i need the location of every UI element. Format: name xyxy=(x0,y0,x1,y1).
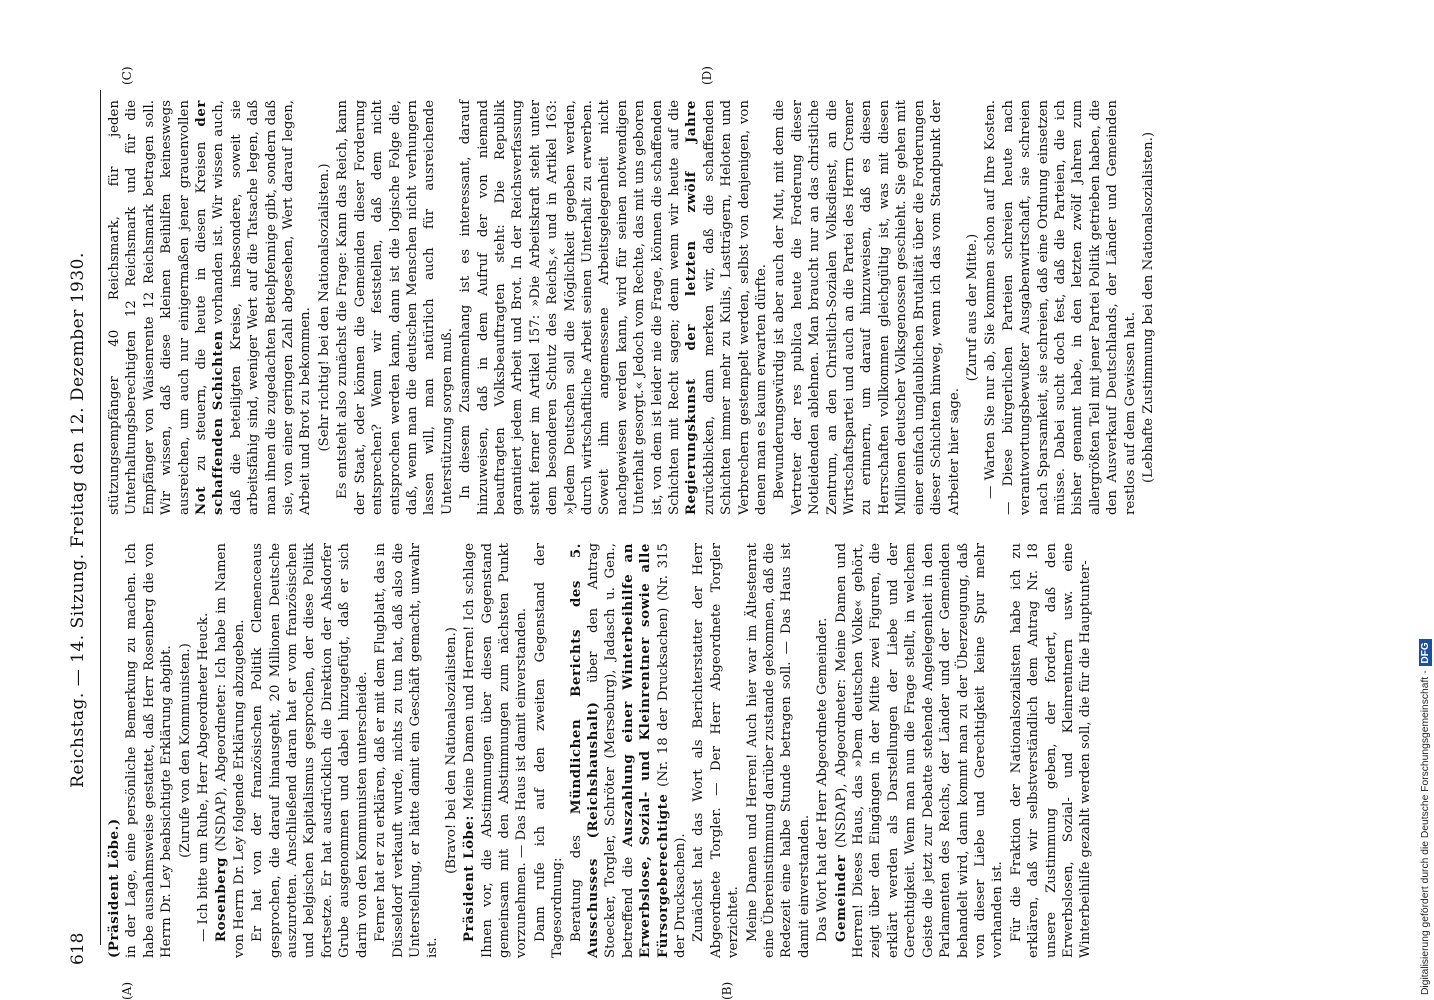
digitization-credit xyxy=(1418,5,1432,995)
paragraph-text: zu steuern, die heute in diesen Kreisen xyxy=(194,126,210,487)
margin-marker-d: (D) xyxy=(700,66,714,85)
credit-text: Digitalisierung gefördert durch die Deutsche Forschungsgemeinschaft - xyxy=(1419,670,1431,995)
paragraph: Dann rufe ich auf den zweiten Gegenstand der Tagesordnung: xyxy=(532,543,566,958)
paragraph: Zunächst hat das Wort als Berichterstatter der Herr Abgeordnete Torgler. — Der Herr Abgeordnete Torgler verzichtet. xyxy=(691,543,742,958)
speaker-name: Gemeinder xyxy=(833,854,849,942)
agenda-emphasis: Mündlichen Berichts des 5. Ausschusses (Reichshaushalt) xyxy=(568,543,601,958)
paragraph-text: zurückblicken, dann merken wir, daß die schaffenden Schichten immer mehr zu Kulis, Lastträgern, Heloten und Verbrechern gestempelt werden, selbst von denjenigen, von denen man es kaum erwarten dürfte. xyxy=(701,100,770,515)
paragraph: Für die Fraktion der Nationalsozialisten habe ich zu erklären, daß wir selbstverständlich dem Antrag Nr. 18 unsere Zustimmung geben, der fordert, daß den Erwerbslosen, Sozial- und Kleinrentnern usw. eine Winterbeihilfe gezahlt werden soll, die für die Hauptunter- xyxy=(1008,543,1094,958)
interjection: (Sehr richtig! bei den Nationalsozialisten.) xyxy=(316,163,332,452)
paragraph: Das Wort hat der Herr Abgeordnete Gemeinder. xyxy=(815,617,831,942)
paragraph: Meine Damen und Herren! Auch hier war im Ältestenrat eine Übereinstimmung darüber zustande gekommen, daß die Redezeit eine halbe Stunde betragen soll. — Das Haus ist damit einverstanden. xyxy=(744,543,812,958)
agenda-text: über den Antrag Stoecker, Torgler, Schröter (Merseburg), Jadasch u. Gen., betreffend die xyxy=(585,542,636,958)
page-header xyxy=(60,70,100,970)
paragraph-text: (NSDAP), Abgeordneter: Ich habe im Namen von Herrn Dr. Ley folgende Erklärung abzugeben. xyxy=(214,543,247,958)
interjection: (Bravo! bei den Nationalsozialisten.) xyxy=(443,627,459,874)
paragraph xyxy=(106,100,315,515)
paragraph: Es entsteht also zunächst die Frage: Kann das Reich, kann der Staat, oder können die Gemeinden dieser Forderung entsprechen? Wenn wir feststellen, daß dem nicht entsprochen werden kann, dann ist die logische Folge die, daß, wenn man die deutschen Menschen nicht verhungern lassen will, man natürlich auch für ausreichende Unterstützung sorgen muß. xyxy=(335,100,455,515)
emphasis: Not xyxy=(194,486,210,515)
margin-marker-a: (A) xyxy=(120,981,134,1000)
paragraph: Er hat von der französischen Politik Clemenceaus gesprochen, die darauf hinausgeht, 20 Millionen Deutsche auszurotten. Anschließend daran hat er vom französischen und belgischen Kapitalismus gesprochen, der diese Politik fortsetze. Er hat ausdrücklich die Direktion der Ahsdorfer Grube ausgenommen und dabei hinzugefügt, daß er sich darin von den Kommunisten unterscheide. xyxy=(250,543,370,958)
page-title: Reichstag. — 14. Sitzung. Freitag den 12. Dezember 1930. xyxy=(68,252,88,788)
paragraph-text: (NSDAP), Abgeordneter: Meine Damen und Herren! Dieses Haus, das »Dem deutschen Volke« gehört, zeigt über den Eingängen in der Mitte zwei Figuren, die erklärt werden als Darstellungen der Liebe und der Gerechtigkeit. Wenn man nun die Frage stellt, in welchem Geiste die jetzt zur Debatte stehende Angelegenheit in den Parlamenten des Reichs, der Länder und der Gemeinden behandelt wird, dann kommt man zu der Überzeugung, daß von dieser Liebe und Gerechtigkeit keine Spur mehr vorhanden ist. xyxy=(833,543,1006,958)
paragraph xyxy=(461,543,531,958)
paragraph: Ferner hat er zu erklären, daß er mit dem Flugblatt, das in Düsseldorf verkauft wurde, nichts zu tun hat, daß also die Unterstellung, er hätte damit ein Geschäft gemacht, unwahr ist. xyxy=(373,543,441,958)
agenda-item xyxy=(568,543,690,958)
left-column xyxy=(106,543,1096,958)
emphasis: der schaffenden Schichten xyxy=(194,100,227,515)
paragraph-text: stützungsempfänger 40 Reichsmark, für jeden Unterhaltungsberechtigten 12 Reichsmark und für die Empfänger von Waisenrente 12 Reichsmark betragen soll. Wir wissen, daß diese kleinen Beihilfen keineswegs ausreichen, um auch nur einigermaßen jener grauenvollen xyxy=(107,100,192,515)
header-rule xyxy=(100,90,101,945)
page-number: 618 xyxy=(68,932,88,965)
paragraph: — Warten Sie nur ab, Sie kommen schon auf Ihre Kosten. — Diese bürgerlichen Parteien schreien heute nach verantwortungsbewußter Ausgabenwirtschaft, sie schreien nach Sparsamkeit, sie schreien, daß eine Ordnung einsetzen müsse. Dabei sucht doch fest, daß die Parteien, die ich bisher genannt habe, in den letzten zwölf Jahren zum allergrößten Teil mit jener Partei Politik getrieben haben, die den Ausverkauf Deutschlands, der Länder und Gemeinden restlos auf dem Gewissen hat. xyxy=(983,100,1138,515)
paragraph-text: In diesem Zusammenhang ist es interessant, darauf hinzuweisen, daß in dem Aufruf der von niemand beauftragten Volksbeauftragten steht: Die Republik garantiert jedem Arbeit und Brot. In der Reichsverfassung steht ferner im Artikel 157: »Die Arbeitskraft steht unter dem besonderen Schutz des Reichs,« und in Artikel 163: »Jedem Deutschen soll die Möglichkeit gegeben werden, durch wirtschaftliche Arbeit seinen Unterhalt zu erwerben. Soweit ihm angemessene Arbeitsgelegenheit nicht nachgewiesen werden kann, wird für seinen notwendigen Unterhalt gesorgt.« Jedoch vom Rechte, das mit uns geboren ist, von dem ist leider nie die Frage, können die schaffenden Schichten mit Recht sagen; denn wenn wir heute auf die xyxy=(458,100,682,515)
emphasis: Regierungskunst der letzten zwölf Jahre xyxy=(684,100,700,515)
interjection: (Zurufe von den Kommunisten.) xyxy=(177,643,193,858)
paragraph xyxy=(106,543,176,958)
agenda-text: (Nr. 18 der Drucksachen) (Nr. 315 der Drucksachen). xyxy=(655,543,688,958)
paragraph: — Ich bitte um Ruhe, Herr Abgeordneter Heuck. xyxy=(196,612,212,942)
interjection: (Lebhafte Zustimmung bei den Nationalsozialisten.) xyxy=(1140,131,1156,484)
speaker-name: (Präsident Löbe.) xyxy=(107,818,122,958)
paragraph xyxy=(213,543,248,958)
margin-marker-c: (C) xyxy=(120,66,134,85)
speaker-name: Präsident Löbe: xyxy=(462,815,478,942)
paragraph xyxy=(457,100,770,515)
paragraph xyxy=(833,543,1007,958)
interjection: (Zuruf aus der Mitte.) xyxy=(964,233,980,382)
paragraph-text: in der Lage, eine persönliche Bemerkung zu machen. Ich habe ausnahmsweise gestattet, daß Herr Rosenberg die von Herrn Dr. Ley beabsichtigte Erklärung abgibt. xyxy=(124,543,175,958)
paragraph: Bewunderungswürdig ist aber auch der Mut, mit dem die Vertreter der res publica heute die Forderung dieser Notleidenden ablehnen. Man braucht nur an das christliche Zentrum, an den Christlich-Sozialen Volksdienst, an die Wirtschaftspartei und auch an die Partei des Herrn Cremer zu erinnern, um darauf hinzuweisen, daß es diesen Herrschaften vollkommen gleichgültig ist, was mit diesen Millionen deutscher Volksgenossen geschieht. Sie gehen mit einer einfach unglaublichen Brutalität über die Forderungen dieser Schichten hinweg, wenn ich das vom Standpunkt der Arbeiter hier sage. xyxy=(772,100,962,515)
agenda-text: Beratung des xyxy=(568,814,584,942)
speaker-name: Rosenberg xyxy=(214,857,230,942)
paragraph-text: Meine Damen und Herren! Ich schlage Ihnen vor, die Abstimmungen über diesen Gegenstand gemeinsam mit den Abstimmungen zum nächsten Punkt vorzunehmen. — Das Haus ist damit einverstanden. xyxy=(462,543,530,958)
agenda-emphasis: Auszahlung einer Winterbeihilfe an Erwerbslose, Sozial- und Kleinrentner sowie alle Fürsorgeberechtigte xyxy=(620,543,671,958)
paragraph-text: vorhanden ist. Wir wissen auch, daß die beteiligten Kreise, insbesondere, soweit sie arbeitsfähig sind, weniger Wert auf die Tatsache legen, daß man ihnen die zugedachten Bettelpfennige gibt, sondern daß sie, von einer geringen Zahl abgesehen, Wert darauf legen, Arbeit und Brot zu bekommen. xyxy=(211,100,314,515)
right-column xyxy=(106,100,1158,515)
margin-marker-b: (B) xyxy=(720,981,734,1000)
dfg-logo: DFG xyxy=(1419,639,1432,666)
rotated-document-page xyxy=(60,66,1330,1000)
